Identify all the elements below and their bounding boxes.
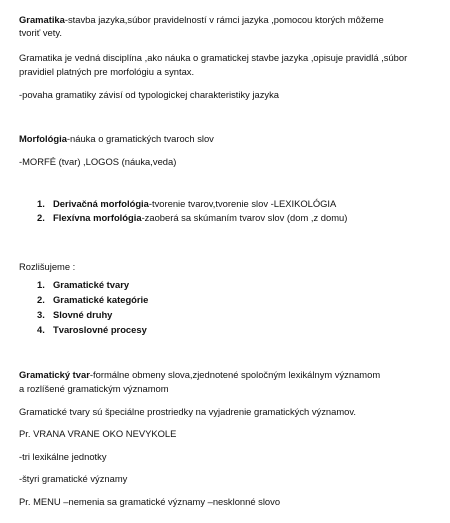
list-number: 1.	[37, 279, 45, 290]
rozlisujeme-heading: Rozlišujeme :	[19, 261, 76, 272]
list-label: Gramatické kategórie	[53, 294, 149, 305]
gramatika-definition-line1	[19, 14, 384, 26]
list-number: 3.	[37, 309, 45, 320]
list-number: 4.	[37, 324, 45, 335]
tvar-example-note1: -tri lexikálne jednotky	[19, 451, 107, 462]
list-term: Flexívna morfológia	[53, 212, 142, 223]
list-number: 1.	[37, 198, 45, 209]
rozlisujeme-list-item	[37, 294, 148, 306]
list-label: Gramatické tvary	[53, 279, 130, 290]
tvar-definition: -formálne obmeny slova,zjednotené spoločným lexikálnym významom	[89, 369, 381, 380]
gramatika-paragraph3: -povaha gramatiky závisí od typologickej charakteristiky jazyka	[19, 89, 280, 100]
tvar-definition-line2: a rozlíšené gramatickým významom	[19, 383, 169, 394]
gramatika-definition: -stavba jazyka,súbor pravidelností v rámci jazyka ,pomocou ktorých môžeme	[64, 14, 384, 25]
rozlisujeme-list-item	[37, 324, 147, 336]
rozlisujeme-list-item	[37, 309, 112, 321]
tvar-example2: Pr. MENU –nemenia sa gramatické významy –nesklonné slovo	[19, 496, 281, 507]
list-number: 2.	[37, 212, 45, 223]
gramatika-definition-line2: tvoriť vety.	[19, 27, 62, 38]
morfologia-definition: -náuka o gramatických tvaroch slov	[66, 133, 214, 144]
morfologia-definition-line	[19, 133, 214, 145]
tvar-term: Gramatický tvar	[19, 369, 90, 380]
list-label: Slovné druhy	[53, 309, 113, 320]
list-description: -tvorenie tvarov,tvorenie slov -LEXIKOLÓGIA	[148, 198, 337, 209]
gramatika-term: Gramatika	[19, 14, 65, 25]
morfologia-list-item	[37, 212, 347, 224]
list-term: Derivačná morfológia	[53, 198, 149, 209]
morfologia-etymology: -MORFÉ (tvar) ,LOGOS (náuka,veda)	[19, 156, 177, 167]
gramatika-paragraph2-line2: pravidiel platných pre morfológiu a syntax.	[19, 66, 195, 77]
tvar-paragraph2: Gramatické tvary sú špeciálne prostriedky na vyjadrenie gramatických významov.	[19, 406, 356, 417]
tvar-definition-line1	[19, 369, 380, 381]
list-description: -zaoberá sa skúmaním tvarov slov (dom ,z domu)	[141, 212, 348, 223]
tvar-example-note2: -štyri gramatické významy	[19, 473, 128, 484]
morfologia-list-item	[37, 198, 336, 210]
list-number: 2.	[37, 294, 45, 305]
rozlisujeme-list-item	[37, 279, 129, 291]
tvar-example: Pr. VRANA VRANE OKO NEVYKOLE	[19, 428, 177, 439]
list-label: Tvaroslovné procesy	[53, 324, 147, 335]
gramatika-paragraph2-line1: Gramatika je vedná disciplína ,ako náuka o gramatickej stavbe jazyka ,opisuje pravidlá ,súbor	[19, 52, 408, 63]
morfologia-term: Morfológia	[19, 133, 67, 144]
